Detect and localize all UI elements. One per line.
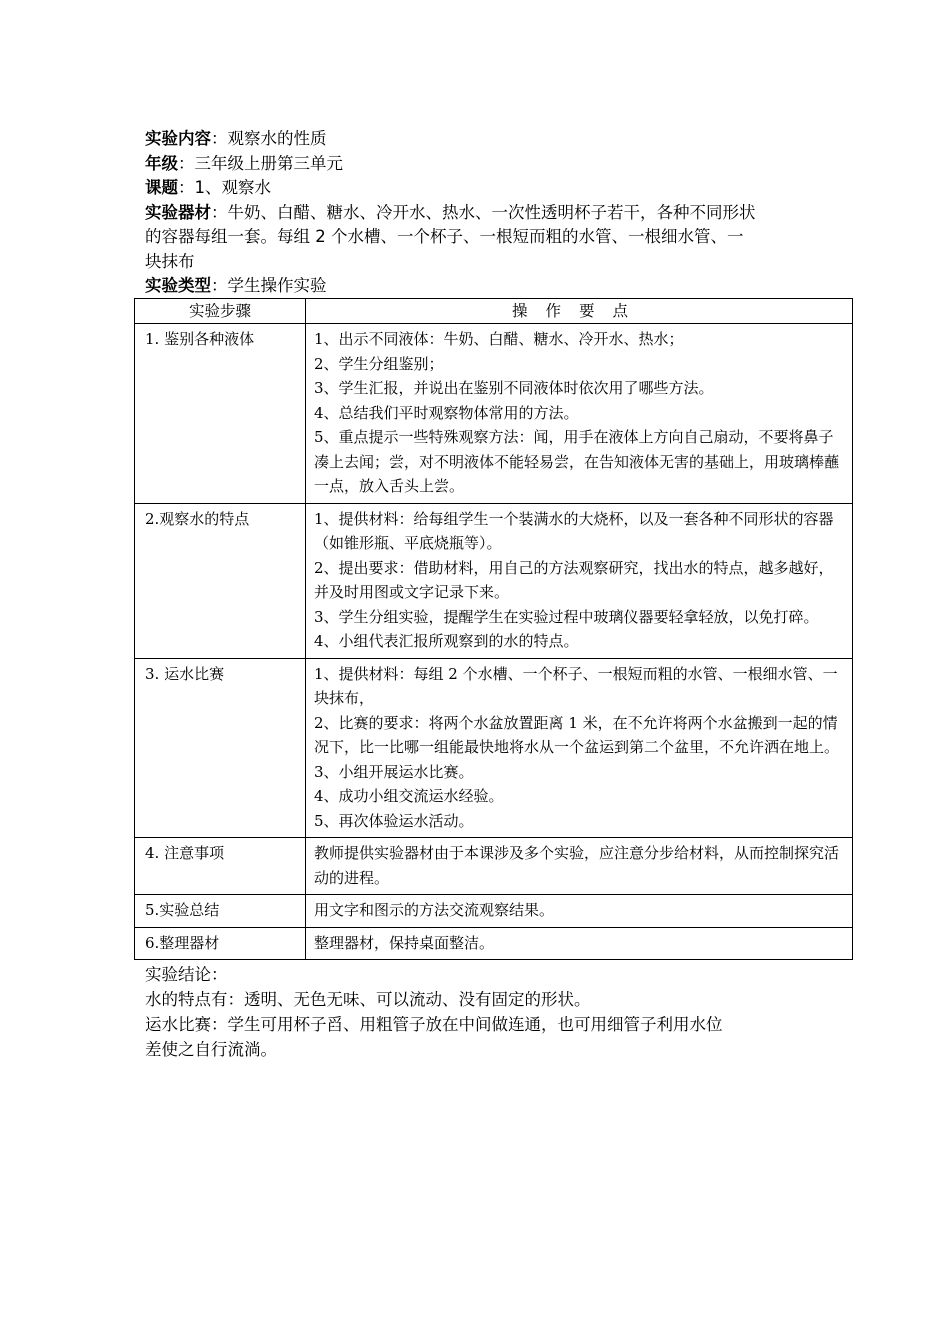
- table-row: [135, 503, 853, 658]
- lesson-header: [145, 127, 835, 299]
- table-row: [135, 324, 853, 504]
- step-points-cell: [306, 838, 853, 895]
- conclusion-label: 实验结论：: [145, 965, 228, 984]
- conclusion-line-1: 水的特点有：透明、无色无味、可以流动、没有固定的形状。: [145, 990, 591, 1009]
- table-header-row: [135, 299, 853, 324]
- steps-body: [135, 324, 853, 960]
- conclusion-section: [145, 962, 835, 1062]
- conclusion-line-2: 运水比赛：学生可用杯子舀、用粗管子放在中间做连通，也可用细管子利用水位: [145, 1015, 723, 1034]
- step-point-item: 教师提供实验器材由于本课涉及多个实验，应注意分步给材料，从而控制探究活动的进程。: [314, 844, 840, 887]
- step-point-item: 4、总结我们平时观察物体常用的方法。: [314, 403, 579, 422]
- step-name-cell: 6.整理器材: [135, 927, 306, 960]
- topic-value: ：1、观察水: [178, 178, 271, 197]
- step-point-item: 4、成功小组交流运水经验。: [314, 787, 504, 805]
- materials-line-3: 块抹布: [145, 251, 195, 271]
- table-row: [135, 838, 853, 895]
- grade-value: ：三年级上册第三单元: [178, 153, 343, 173]
- step-name-cell: 5.实验总结: [135, 895, 306, 928]
- step-point-item: 整理器材，保持桌面整洁。: [314, 933, 495, 952]
- table-row: [135, 895, 853, 928]
- materials-line-2: 的容器每组一套。每组 2 个水槽、一个杯子、一根短而粗的水管、一根细水管、一: [145, 227, 744, 246]
- step-point-item: 2、提出要求：借助材料，用自己的方法观察研究，找出水的特点，越多越好，并及时用图或文字记录下来。: [314, 558, 834, 601]
- topic-line: [145, 176, 835, 201]
- step-point-item: 3、小组开展运水比赛。: [314, 762, 474, 781]
- step-points-cell: [306, 927, 853, 960]
- column-header-step: 实验步骤: [135, 299, 306, 324]
- steps-table: [134, 298, 853, 960]
- topic-label: 课题: [145, 178, 178, 197]
- grade-line: [145, 152, 835, 177]
- column-header-points: 操作要点: [306, 299, 853, 324]
- step-point-item: 3、学生分组实验，提醒学生在实验过程中玻璃仪器要轻拿轻放，以免打碎。: [314, 607, 819, 626]
- materials-line-1: [145, 201, 835, 226]
- step-points-cell: [306, 658, 853, 838]
- materials-value-1: ：牛奶、白醋、糖水、冷开水、热水、一次性透明杯子若干，各种不同形状: [211, 202, 756, 222]
- type-line: [145, 274, 835, 299]
- step-point-item: 5、再次体验运水活动。: [314, 811, 474, 830]
- step-point-item: 1、提供材料：给每组学生一个装满水的大烧杯，以及一套各种不同形状的容器（如锥形瓶、平底烧瓶等）。: [314, 509, 834, 552]
- step-point-item: 3、学生汇报，并说出在鉴别不同液体时依次用了哪些方法。: [314, 379, 714, 397]
- step-point-item: 用文字和图示的方法交流观察结果。: [314, 901, 555, 919]
- conclusion-line-3: 差使之自行流淌。: [145, 1040, 277, 1059]
- step-point-item: 5、重点提示一些特殊观察方法：闻，用手在液体上方向自己扇动，不要将鼻子凑上去闻；尝，对不明液体不能轻易尝，在告知液体无害的基础上，用玻璃棒蘸一点，放入舌头上尝。: [314, 428, 840, 495]
- step-name-cell: 3. 运水比赛: [135, 658, 306, 838]
- content-line: [145, 127, 835, 152]
- table-row: [135, 927, 853, 960]
- step-point-item: 1、出示不同液体：牛奶、白醋、糖水、冷开水、热水；: [314, 330, 684, 348]
- step-points-cell: [306, 895, 853, 928]
- type-value: ：学生操作实验: [211, 276, 327, 295]
- grade-label: 年级: [145, 153, 178, 173]
- step-point-item: 4、小组代表汇报所观察到的水的特点。: [314, 632, 579, 650]
- step-name-cell: 1. 鉴别各种液体: [135, 324, 306, 504]
- step-name-cell: 4. 注意事项: [135, 838, 306, 895]
- step-point-item: 1、提供材料：每组 2 个水槽、一个杯子、一根短而粗的水管、一根细水管、一块抹布，: [314, 664, 838, 707]
- step-name-cell: 2.观察水的特点: [135, 503, 306, 658]
- materials-label: 实验器材: [145, 202, 211, 222]
- step-points-cell: [306, 503, 853, 658]
- content-value: ：观察水的性质: [211, 129, 327, 148]
- table-row: [135, 658, 853, 838]
- step-points-cell: [306, 324, 853, 504]
- step-point-item: 2、比赛的要求：将两个水盆放置距离 1 米，在不允许将两个水盆搬到一起的情况下，比一比哪一组能最快地将水从一个盆运到第二个盆里，不允许洒在地上。: [314, 713, 840, 756]
- step-point-item: 2、学生分组鉴别；: [314, 354, 444, 373]
- content-label: 实验内容: [145, 129, 211, 148]
- type-label: 实验类型: [145, 276, 211, 295]
